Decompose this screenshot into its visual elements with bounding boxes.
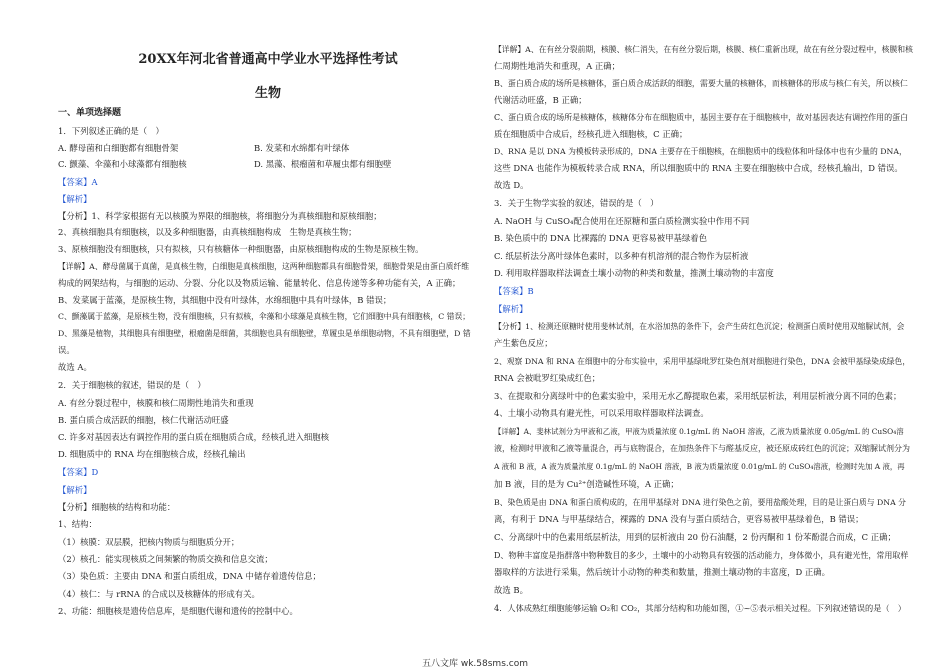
q1-analysis-3: 3、原核细胞没有细胞核，只有拟核，只有核糖体一种细胞器，由原核细胞构成的生物是原核生物。 xyxy=(58,244,424,254)
q3-stem: 3．关于生物学实验的叙述，错误的是（ ） xyxy=(494,198,659,208)
subject-title: 生物 xyxy=(254,86,281,101)
q2-analysis-5: （4）核仁：与 rRNA 的合成以及核糖体的形成有关。 xyxy=(58,589,260,599)
q2-detail-7: D、RNA 是以 DNA 为模板转录形成的，DNA 主要存在于细胞核，在细胞质中的线粒体和叶绿体中也有少量的 DNA， xyxy=(494,147,907,156)
q1-detail-6: 误。 xyxy=(58,345,75,355)
q2-detail-1: 【详解】A、在有丝分裂前期，核膜、核仁消失，在有丝分裂后期，核膜、核仁重新出现，故在有丝分裂过程中，核膜和核 xyxy=(494,45,913,54)
q3-choose: 故选 B。 xyxy=(494,585,528,595)
exam-title: 20XX年河北省普通高中学业水平选择性考试 xyxy=(138,52,398,67)
q2-analysis-6: 2、功能：细胞核是遗传信息库，是细胞代谢和遗传的控制中心。 xyxy=(58,606,298,616)
q3-detail-8: D、物种丰富度是指群落中物种数目的多少，土壤中的小动物具有较强的活动能力，身体微小，具有避光性，常用取样 xyxy=(494,551,909,560)
q3-answer: 【答案】B xyxy=(494,286,534,296)
q1-option-a: A. 酵母菌和白细胞都有细胞骨架 xyxy=(58,143,179,153)
q2-option-d: D. 细胞质中的 RNA 均在细胞核合成，经核孔输出 xyxy=(58,449,246,459)
q1-option-d: D. 黑藻、根瘤菌和草履虫都有细胞壁 xyxy=(254,159,392,169)
footer-watermark: 五八文库 wk.58sms.com xyxy=(422,659,528,669)
q2-analysis-3: （2）核孔：能实现核质之间频繁的物质交换和信息交流； xyxy=(58,554,273,564)
q3-option-c: C. 纸层析法分离叶绿体色素时，以多种有机溶剂的混合物作为层析液 xyxy=(494,251,749,261)
q3-detail-4: 加 B 液，目的是为 Cu²⁺创造碱性环境，A 正确； xyxy=(494,479,679,489)
q4-stem: 4．人体成熟红细胞能够运输 O₂和 CO₂，其部分结构和功能如图，①~⑤表示相关过程。下列叙述错误的是（ ） xyxy=(494,603,906,613)
section-heading: 一、单项选择题 xyxy=(58,108,122,118)
q3-detail-6: 离，有利于 DNA 与甲基绿结合，裸露的 DNA 没有与蛋白质结合，更容易被甲基绿着色，B 错误； xyxy=(494,514,864,524)
q2-option-c: C. 许多对基因表达有调控作用的蛋白质在细胞质合成，经核孔进入细胞核 xyxy=(58,432,330,442)
q1-detail-1: 【详解】A、酵母菌属于真菌，是真核生物，白细胞是真核细胞，这两种细胞都具有细胞骨架，细胞骨架是由蛋白质纤维 xyxy=(58,262,470,271)
q1-detail-3: B、发菜属于蓝藻，是原核生物，其细胞中没有叶绿体，水绵细胞中具有叶绿体，B 错误； xyxy=(58,295,392,305)
q2-option-b: B. 蛋白质合成活跃的细胞，核仁代谢活动旺盛 xyxy=(58,415,229,425)
q1-choose: 故选 A。 xyxy=(58,362,92,372)
q2-detail-3: B、蛋白质合成的场所是核糖体，蛋白质合成活跃的细胞，需要大量的核糖体，而核糖体的形成与核仁有关，所以核仁 xyxy=(494,79,908,88)
q2-detail-4: 代谢活动旺盛，B 正确； xyxy=(494,95,587,105)
q3-analysis-1: 【分析】1、检测还原糖时使用斐林试剂，在水浴加热的条件下，会产生砖红色沉淀；检测蛋白质时使用双缩脲试剂，会 xyxy=(494,322,905,331)
q2-detail-2: 仁周期性地消失和重现，A 正确； xyxy=(494,61,620,71)
q1-answer: 【答案】A xyxy=(58,177,98,187)
q2-option-a: A. 有丝分裂过程中，核膜和核仁周期性地消失和重现 xyxy=(58,398,254,408)
q3-jiexi-label: 【解析】 xyxy=(494,304,528,314)
q3-detail-2: 液，检测时甲液和乙液等量混合，再与底物混合，在加热条件下与醛基反应，被还原成砖红色的沉淀；双缩脲试剂分为 xyxy=(494,444,910,453)
q1-option-b: B. 发菜和水绵都有叶绿体 xyxy=(254,143,350,153)
q2-detail-6: 质在细胞质中合成后，经核孔进入细胞核，C 正确； xyxy=(494,129,688,139)
q1-detail-4: C、颤藻属于蓝藻，是原核生物，没有细胞核，只有拟核，伞藻和小球藻是真核生物，它们细胞中具有细胞核，C 错误； xyxy=(58,312,471,321)
q1-detail-2: 构成的网架结构，与细胞的运动、分裂、分化以及物质运输、能量转化、信息传递等多种功能有关，A 正确； xyxy=(58,278,461,288)
q3-analysis-2: 产生紫色反应； xyxy=(494,338,553,348)
q3-option-a: A. NaOH 与 CuSO₄配合使用在还原糖和蛋白质检测实验中作用不同 xyxy=(494,216,750,226)
q3-detail-5: B、染色质是由 DNA 和蛋白质构成的，在用甲基绿对 DNA 进行染色之前，要用盐酸处理，目的是让蛋白质与 DNA 分 xyxy=(494,498,906,507)
q2-jiexi-label: 【解析】 xyxy=(58,485,92,495)
q3-analysis-6: 4、土壤小动物具有避光性，可以采用取样器取样法调查。 xyxy=(494,408,709,418)
q2-answer: 【答案】D xyxy=(58,467,99,477)
q2-stem: 2．关于细胞核的叙述，错误的是（ ） xyxy=(58,380,206,390)
q3-analysis-4: RNA 会被吡罗红染成红色； xyxy=(494,373,601,383)
q3-detail-3: A 液和 B 液，A 液为质量浓度 0.1g/mL 的 NaOH 溶液，B 液为质量浓度 0.01g/mL 的 CuSO₄溶液，检测时先加 A 液，再 xyxy=(494,462,905,471)
q3-detail-9: 器取样的方法进行采集，然后统计小动物的种类和数量，推测土壤动物的丰富度，D 正确。 xyxy=(494,567,830,577)
q2-choose: 故选 D。 xyxy=(494,180,529,190)
q1-analysis-1: 【分析】1、科学家根据有无以核膜为界限的细胞核，将细胞分为真核细胞和原核细胞； xyxy=(58,211,382,221)
q3-detail-7: C、分离绿叶中的色素用纸层析法，用到的层析液由 20 份石油醚，2 份丙酮和 1 份苯酚混合而成，C 正确； xyxy=(494,532,896,542)
q3-detail-1: 【详解】A、斐林试剂分为甲液和乙液，甲液为质量浓度 0.1g/mL 的 NaOH 溶液，乙液为质量浓度 0.05g/mL 的 CuSO₄溶 xyxy=(494,427,904,436)
q1-analysis-2: 2、真核细胞具有细胞核，以及多种细胞器，由真核细胞构成 生物是真核生物； xyxy=(58,227,357,237)
q2-analysis-4: （3）染色质：主要由 DNA 和蛋白质组成，DNA 中储存着遗传信息； xyxy=(58,571,321,581)
q3-option-b: B. 染色质中的 DNA 比裸露的 DNA 更容易被甲基绿着色 xyxy=(494,233,708,243)
q1-stem: 1．下列叙述正确的是（ ） xyxy=(58,126,164,136)
q2-analysis-0: 【分析】细胞核的结构和功能： xyxy=(58,502,176,512)
q2-analysis-2: （1）核膜：双层膜，把核内物质与细胞质分开； xyxy=(58,537,240,547)
q1-detail-5: D、黑藻是植物，其细胞具有细胞壁，根瘤菌是细菌，其细胞也具有细胞壁，草履虫是单细胞动物，不具有细胞壁，D 错 xyxy=(58,329,471,338)
q2-detail-5: C、蛋白质合成的场所是核糖体，核糖体分布在细胞质中，基因主要存在于细胞核中，故对基因表达有调控作用的蛋白 xyxy=(494,113,909,122)
q2-analysis-1: 1、结构： xyxy=(58,519,97,529)
q3-analysis-3: 2、观察 DNA 和 RNA 在细胞中的分布实验中，采用甲基绿吡罗红染色剂对细胞进行染色，DNA 会被甲基绿染成绿色， xyxy=(494,357,911,366)
q3-analysis-5: 3、在提取和分离绿叶中的色素实验中，采用无水乙醇提取色素，采用纸层析法，利用层析液分离不同的色素； xyxy=(494,391,902,401)
q2-detail-8: 这些 DNA 也能作为模板转录合成 RNA，所以细胞质中的 RNA 主要在细胞核中合成，经核孔输出，D 错误。 xyxy=(494,163,903,173)
q1-option-c: C. 颤藻、伞藻和小球藻都有细胞核 xyxy=(58,159,187,169)
q1-jiexi-label: 【解析】 xyxy=(58,194,92,204)
q3-option-d: D. 利用取样器取样法调查土壤小动物的种类和数量，推测土壤动物的丰富度 xyxy=(494,268,774,278)
